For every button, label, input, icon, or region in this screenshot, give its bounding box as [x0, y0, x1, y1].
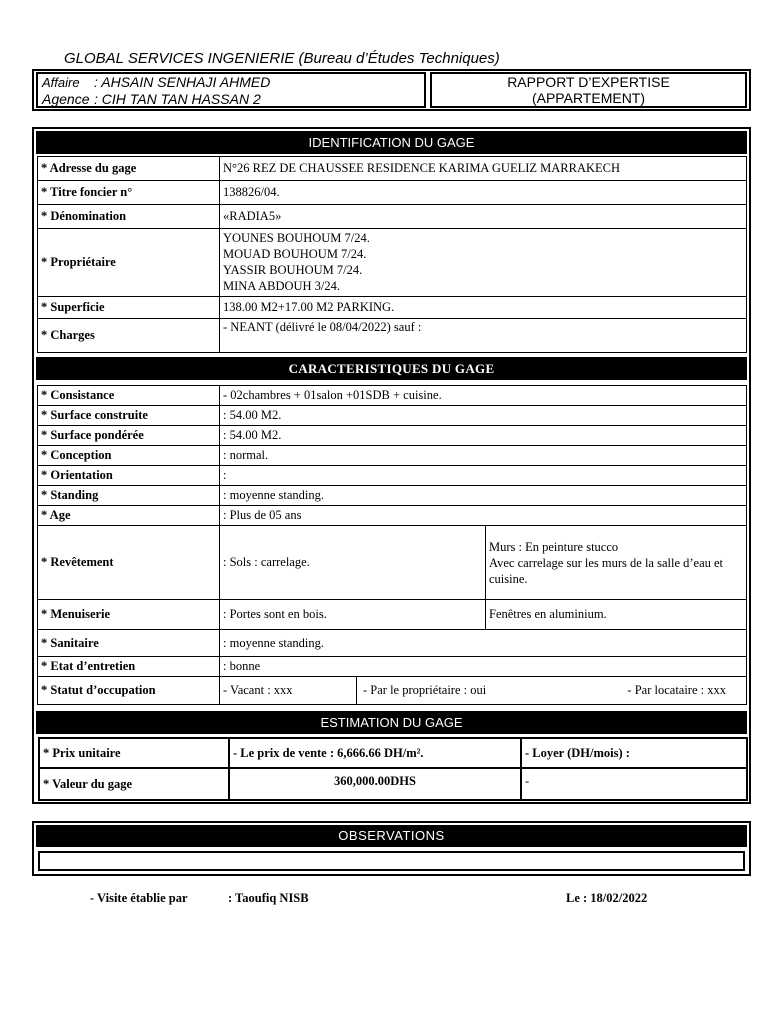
- row-label: * Age: [38, 506, 220, 526]
- row-label: * Consistance: [38, 386, 220, 406]
- row-label: * Superficie: [38, 297, 220, 319]
- row-label: * Surface construite: [38, 406, 220, 426]
- etat-value: : bonne: [220, 657, 747, 677]
- valeur-loyer: -: [521, 768, 747, 800]
- visite-value: : Taoufiq NISB: [228, 891, 309, 905]
- table-row: [38, 466, 747, 486]
- statut-occupation: [357, 677, 747, 705]
- row-label: * Dénomination: [38, 205, 220, 229]
- table-row: [38, 297, 747, 319]
- surface-ponderee-value: : 54.00 M2.: [220, 426, 747, 446]
- age-value: : Plus de 05 ans: [220, 506, 747, 526]
- owner-line: MOUAD BOUHOUM 7/24.: [223, 247, 367, 261]
- row-label: * Orientation: [38, 466, 220, 486]
- observations-content: [38, 851, 745, 871]
- report-subtitle: (APPARTEMENT): [531, 90, 646, 106]
- owner-line: YASSIR BOUHOUM 7/24.: [223, 263, 363, 277]
- table-row: [38, 486, 747, 506]
- statut-proprietaire: - Par le propriétaire : oui: [363, 683, 487, 697]
- revetement-murs: [486, 526, 747, 600]
- row-label: * Revêtement: [38, 526, 220, 600]
- murs-line: Murs : En peinture stucco: [489, 539, 619, 554]
- surface-construite-value: : 54.00 M2.: [220, 406, 747, 426]
- superficie-value: 138.00 M2+17.00 M2 PARKING.: [220, 297, 747, 319]
- header-report-box: [430, 72, 747, 108]
- murs-line: Avec carrelage sur les murs de la salle d’eau et cuisine.: [489, 555, 724, 586]
- row-label: * Etat d’entretien: [38, 657, 220, 677]
- table-row: [38, 506, 747, 526]
- proprietaire-list: [220, 229, 747, 297]
- agence-value: : CIH TAN TAN HASSAN 2: [94, 91, 261, 107]
- table-row: [38, 630, 747, 657]
- prix-label: * Prix unitaire: [39, 738, 229, 768]
- report-date: Le : 18/02/2022: [566, 891, 648, 905]
- table-row: [38, 181, 747, 205]
- loyer-label: - Loyer (DH/mois) :: [521, 738, 747, 768]
- table-row: [38, 677, 747, 705]
- statut-locataire: - Par locataire : xxx: [627, 683, 726, 697]
- row-label: * Adresse du gage: [38, 157, 220, 181]
- row-label: * Surface pondérée: [38, 426, 220, 446]
- table-row: [38, 205, 747, 229]
- owner-line: MINA ABDOUH 3/24.: [223, 279, 341, 293]
- row-label: * Standing: [38, 486, 220, 506]
- table-row: [38, 157, 747, 181]
- table-row: [39, 768, 747, 800]
- table-row: [38, 229, 747, 297]
- conception-value: : normal.: [220, 446, 747, 466]
- identification-title: IDENTIFICATION DU GAGE: [36, 131, 747, 154]
- observations-title: OBSERVATIONS: [36, 825, 747, 847]
- company-name: GLOBAL SERVICES INGENIERIE (Bureau d’Études Techniques): [64, 50, 500, 67]
- standing-value: : moyenne standing.: [220, 486, 747, 506]
- caracteristiques-table: [37, 385, 747, 705]
- titre-foncier-value: 138826/04.: [220, 181, 747, 205]
- table-row: [39, 738, 747, 768]
- caracteristiques-title: CARACTERISTIQUES DU GAGE: [36, 357, 747, 380]
- row-label: * Menuiserie: [38, 600, 220, 630]
- table-row: [38, 657, 747, 677]
- table-row: [38, 426, 747, 446]
- identification-table: [37, 156, 747, 353]
- menuiserie-fenetres: Fenêtres en aluminium.: [486, 600, 747, 630]
- table-row: [38, 406, 747, 426]
- header-client-box: [36, 72, 426, 108]
- prix-value: - Le prix de vente : 6,666.66 DH/m².: [229, 738, 521, 768]
- valeur-label: * Valeur du gage: [39, 768, 229, 800]
- row-label: * Charges: [38, 319, 220, 353]
- table-row: [38, 600, 747, 630]
- table-row: [38, 526, 747, 600]
- menuiserie-portes: : Portes sont en bois.: [220, 600, 486, 630]
- valeur-value: 360,000.00DHS: [229, 768, 521, 800]
- estimation-table: [38, 737, 748, 801]
- revetement-sols: : Sols : carrelage.: [220, 526, 486, 600]
- row-label: * Statut d’occupation: [38, 677, 220, 705]
- owner-line: YOUNES BOUHOUM 7/24.: [223, 231, 370, 245]
- estimation-title: ESTIMATION DU GAGE: [36, 711, 747, 734]
- charges-value: - NEANT (délivré le 08/04/2022) sauf :: [220, 319, 747, 353]
- visite-label: - Visite établie par: [90, 891, 188, 905]
- affaire-value: : AHSAIN SENHAJI AHMED: [94, 74, 271, 90]
- row-label: * Conception: [38, 446, 220, 466]
- table-row: [38, 386, 747, 406]
- row-label: * Sanitaire: [38, 630, 220, 657]
- row-label: * Titre foncier n°: [38, 181, 220, 205]
- denomination-value: «RADIA5»: [220, 205, 747, 229]
- table-row: [38, 446, 747, 466]
- sanitaire-value: : moyenne standing.: [220, 630, 747, 657]
- consistance-value: - 02chambres + 01salon +01SDB + cuisine.: [220, 386, 747, 406]
- report-title: RAPPORT D’EXPERTISE: [507, 74, 670, 90]
- affaire-label: Affaire: [42, 75, 80, 90]
- address-value: N°26 REZ DE CHAUSSEE RESIDENCE KARIMA GUELIZ MARRAKECH: [220, 157, 747, 181]
- statut-vacant: - Vacant : xxx: [220, 677, 357, 705]
- table-row: [38, 319, 747, 353]
- agence-label: Agence: [42, 91, 90, 107]
- orientation-value: :: [220, 466, 747, 486]
- row-label: * Propriétaire: [38, 229, 220, 297]
